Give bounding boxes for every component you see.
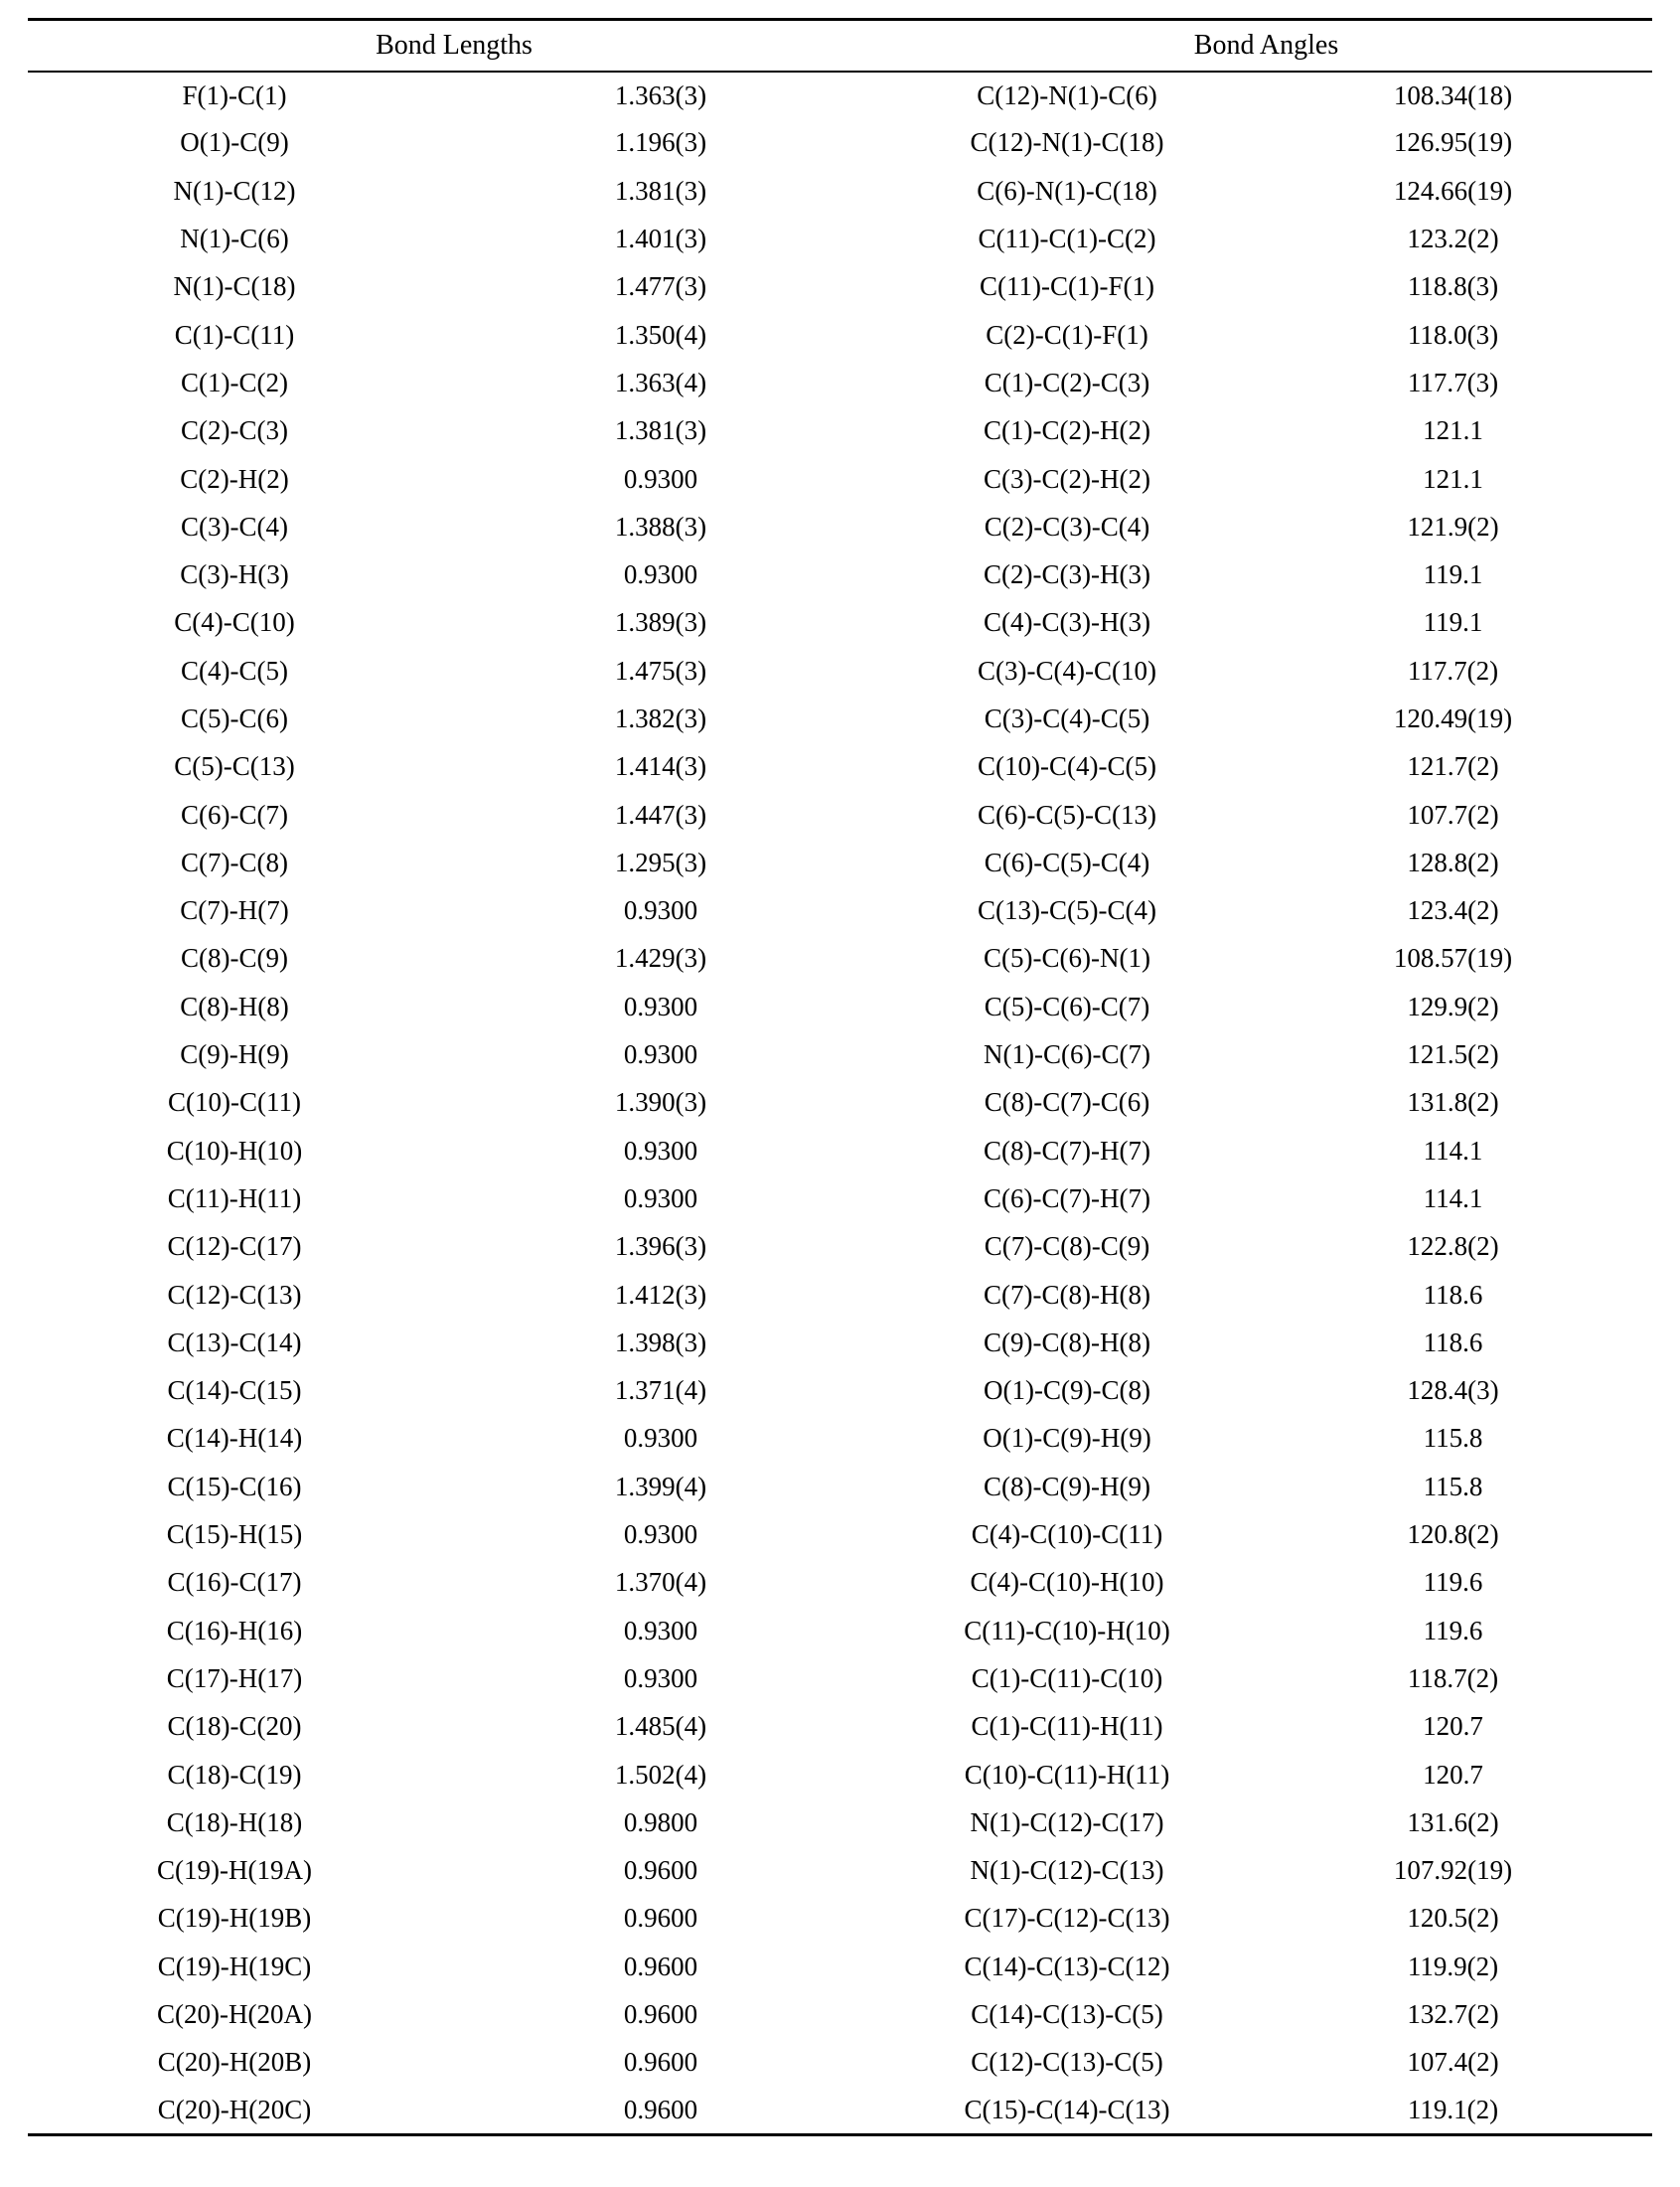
- angle-atoms-cell: C(6)-C(5)-C(4): [984, 847, 1150, 877]
- angle-atoms-cell: C(15)-C(14)-C(13): [880, 2087, 1254, 2134]
- table-row: [28, 1174, 1652, 1222]
- bond-angle-cell: 126.95(19): [1393, 127, 1513, 158]
- angle-atoms-cell: C(6)-C(5)-C(13): [978, 799, 1156, 830]
- angle-atoms-cell: C(11)-C(1)-C(2): [978, 224, 1156, 254]
- bond-length-cell: 1.350(4): [614, 319, 707, 350]
- angle-atoms-cell: C(14)-C(13)-C(5): [971, 1999, 1163, 2030]
- angle-atoms-cell: C(1)-C(11)-H(11): [971, 1711, 1163, 1742]
- table-row: [28, 1559, 1652, 1607]
- angle-atoms-cell: C(4)-C(10)-H(10): [970, 1567, 1164, 1598]
- bond-length-cell: 1.414(3): [614, 751, 707, 782]
- table-row: [28, 2039, 1652, 2087]
- bond-angle-cell: 123.4(2): [1407, 895, 1499, 926]
- angle-atoms-cell: C(17)-C(12)-C(13): [964, 1903, 1170, 1934]
- bond-name-cell: N(1)-C(12): [173, 175, 296, 206]
- bond-length-cell: 0.9300: [623, 1662, 698, 1693]
- bond-length-cell: 0.9600: [623, 2047, 698, 2078]
- bond-length-cell: 0.9300: [623, 559, 698, 590]
- bond-length-cell: 1.370(4): [614, 1567, 707, 1598]
- bond-name-cell: C(15)-C(16): [167, 1471, 302, 1501]
- bond-name-cell: C(18)-H(18): [166, 1806, 303, 1837]
- bond-angle-cell: 107.92(19): [1393, 1855, 1513, 1886]
- bond-angle-cell: 128.4(3): [1407, 1375, 1499, 1406]
- bond-angles-header: Bond Angles: [880, 20, 1652, 72]
- table-body: [28, 72, 1652, 2135]
- bond-angle-cell: 121.1: [1423, 463, 1483, 494]
- bond-name-cell: C(1)-C(2): [181, 367, 288, 397]
- bond-angle-cell: 114.1: [1423, 1182, 1483, 1213]
- bond-angle-cell: 121.7(2): [1407, 751, 1499, 782]
- bond-name-cell: C(2)-H(2): [180, 463, 289, 494]
- bond-name-cell: C(13)-C(14): [167, 1327, 302, 1357]
- bond-length-cell: 0.9600: [441, 2087, 880, 2134]
- table-row: [28, 1463, 1652, 1510]
- bond-length-cell: 1.475(3): [614, 655, 707, 686]
- bond-length-cell: 1.502(4): [614, 1759, 707, 1790]
- bond-length-cell: 1.381(3): [614, 175, 707, 206]
- bond-name-cell: C(4)-C(10): [174, 607, 295, 638]
- bond-angle-cell: 114.1: [1423, 1135, 1483, 1166]
- bond-angle-cell: 119.1(2): [1254, 2087, 1652, 2134]
- bond-length-cell: 1.447(3): [614, 799, 707, 830]
- bond-angle-cell: 129.9(2): [1407, 991, 1499, 1021]
- bond-length-cell: 0.9600: [623, 1999, 698, 2030]
- bond-length-cell: 1.401(3): [614, 224, 707, 254]
- bond-angle-cell: 121.9(2): [1407, 511, 1499, 542]
- bond-name-cell: O(1)-C(9): [180, 127, 289, 158]
- bond-angle-cell: 120.49(19): [1393, 703, 1513, 733]
- bond-name-cell: C(20)-H(20A): [157, 1999, 312, 2030]
- bond-name-cell: C(9)-H(9): [180, 1039, 289, 1070]
- bond-length-cell: 1.399(4): [614, 1471, 707, 1501]
- bond-name-cell: C(4)-C(5): [181, 655, 288, 686]
- angle-atoms-cell: C(7)-C(8)-H(8): [984, 1279, 1150, 1310]
- bond-name-cell: C(3)-H(3): [180, 559, 289, 590]
- header-row: [28, 20, 1652, 72]
- bond-length-cell: 1.382(3): [614, 703, 707, 733]
- bond-name-cell: C(14)-C(15): [167, 1375, 302, 1406]
- angle-atoms-cell: C(5)-C(6)-C(7): [984, 991, 1150, 1021]
- bond-angle-cell: 117.7(3): [1407, 367, 1499, 397]
- bond-angle-cell: 118.0(3): [1407, 319, 1499, 350]
- bond-angle-cell: 118.6: [1423, 1279, 1483, 1310]
- bond-length-cell: 1.363(4): [614, 367, 707, 397]
- table-row: [28, 1751, 1652, 1798]
- angle-atoms-cell: C(2)-C(3)-H(3): [984, 559, 1150, 590]
- angle-atoms-cell: C(12)-C(13)-C(5): [971, 2047, 1163, 2078]
- bond-angle-cell: 128.8(2): [1407, 847, 1499, 877]
- bond-angle-cell: 117.7(2): [1407, 655, 1499, 686]
- angle-atoms-cell: C(2)-C(3)-C(4): [984, 511, 1150, 542]
- bond-angle-cell: 118.7(2): [1407, 1662, 1499, 1693]
- bond-name-cell: C(1)-C(11): [174, 319, 295, 350]
- angle-atoms-cell: C(6)-C(7)-H(7): [984, 1182, 1150, 1213]
- bond-angle-cell: 124.66(19): [1393, 175, 1513, 206]
- angle-atoms-cell: C(8)-C(9)-H(9): [984, 1471, 1150, 1501]
- table-row: [28, 263, 1652, 311]
- table-header: [28, 20, 1652, 72]
- angle-atoms-cell: O(1)-C(9)-H(9): [983, 1423, 1151, 1454]
- bond-length-cell: 0.9300: [623, 463, 698, 494]
- bond-length-cell: 1.295(3): [614, 847, 707, 877]
- angle-atoms-cell: C(7)-C(8)-C(9): [984, 1231, 1150, 1262]
- bond-angle-cell: 119.1: [1423, 607, 1483, 638]
- angle-atoms-cell: N(1)-C(6)-C(7): [984, 1039, 1150, 1070]
- angle-atoms-cell: C(4)-C(3)-H(3): [984, 607, 1150, 638]
- angle-atoms-cell: C(3)-C(2)-H(2): [984, 463, 1150, 494]
- bond-length-cell: 0.9300: [623, 1519, 698, 1550]
- bond-length-cell: 1.398(3): [614, 1327, 707, 1357]
- bond-name-cell: C(15)-H(15): [166, 1519, 303, 1550]
- bond-length-cell: 0.9600: [623, 1855, 698, 1886]
- bond-length-cell: 1.371(4): [614, 1375, 707, 1406]
- table-row: [28, 887, 1652, 935]
- bond-length-cell: 1.363(3): [614, 79, 707, 110]
- angle-atoms-cell: C(10)-C(4)-C(5): [978, 751, 1156, 782]
- table-row: [28, 599, 1652, 647]
- table-row: [28, 1607, 1652, 1654]
- table-row: [28, 1990, 1652, 2038]
- bond-name-cell: C(17)-H(17): [166, 1662, 303, 1693]
- table-row: [28, 359, 1652, 406]
- bond-angle-cell: 119.6: [1423, 1615, 1483, 1645]
- bond-angle-cell: 115.8: [1423, 1471, 1483, 1501]
- bond-angle-cell: 119.9(2): [1407, 1951, 1499, 1981]
- angle-atoms-cell: C(13)-C(5)-C(4): [978, 895, 1156, 926]
- table-row: [28, 1030, 1652, 1078]
- angle-atoms-cell: C(1)-C(2)-C(3): [984, 367, 1150, 397]
- table-row: [28, 1079, 1652, 1127]
- angle-atoms-cell: C(12)-N(1)-C(6): [977, 79, 1157, 110]
- table-row: [28, 1654, 1652, 1702]
- table-row: [28, 935, 1652, 983]
- table-row: [28, 1846, 1652, 1894]
- table-row: [28, 1127, 1652, 1174]
- bond-angle-cell: 120.7: [1423, 1759, 1483, 1790]
- angle-atoms-cell: C(14)-C(13)-C(12): [964, 1951, 1170, 1981]
- table-row: [28, 1703, 1652, 1751]
- bond-length-cell: 1.389(3): [614, 607, 707, 638]
- angle-atoms-cell: N(1)-C(12)-C(17): [970, 1806, 1164, 1837]
- bond-name-cell: C(11)-H(11): [167, 1182, 302, 1213]
- bond-angle-cell: 120.8(2): [1407, 1519, 1499, 1550]
- bond-name-cell: F(1)-C(1): [182, 79, 287, 110]
- table-row: [28, 1415, 1652, 1463]
- angle-atoms-cell: C(6)-N(1)-C(18): [977, 175, 1157, 206]
- table-row: [28, 167, 1652, 215]
- angle-atoms-cell: C(10)-C(11)-H(11): [964, 1759, 1170, 1790]
- table-row: [28, 119, 1652, 167]
- bond-name-cell: C(18)-C(19): [167, 1759, 302, 1790]
- angle-atoms-cell: O(1)-C(9)-C(8): [984, 1375, 1150, 1406]
- bond-length-cell: 1.485(4): [614, 1711, 707, 1742]
- bond-name-cell: C(18)-C(20): [167, 1711, 302, 1742]
- angle-atoms-cell: C(3)-C(4)-C(10): [978, 655, 1156, 686]
- table-row: [28, 647, 1652, 695]
- bond-name-cell: C(19)-H(19B): [157, 1903, 312, 1934]
- table-row: [28, 407, 1652, 455]
- bond-name-cell: C(5)-C(6): [181, 703, 288, 733]
- bond-length-cell: 1.381(3): [614, 415, 707, 446]
- table-row: [28, 1319, 1652, 1366]
- bond-name-cell: C(7)-H(7): [180, 895, 289, 926]
- bond-name-cell: C(7)-C(8): [181, 847, 288, 877]
- angle-atoms-cell: C(3)-C(4)-C(5): [984, 703, 1150, 733]
- table-row: [28, 1798, 1652, 1846]
- bond-length-cell: 0.9600: [623, 1903, 698, 1934]
- bond-angle-cell: 107.4(2): [1407, 2047, 1499, 2078]
- table-row: [28, 743, 1652, 791]
- table-row: [28, 1895, 1652, 1943]
- table-row: [28, 1510, 1652, 1558]
- table-row: [28, 72, 1652, 119]
- angle-atoms-cell: C(1)-C(11)-C(10): [971, 1662, 1163, 1693]
- bond-length-cell: 1.388(3): [614, 511, 707, 542]
- bond-name-cell: C(19)-H(19C): [157, 1951, 312, 1981]
- table-row: [28, 455, 1652, 503]
- bond-name-cell: N(1)-C(6): [180, 224, 289, 254]
- table-row: [28, 695, 1652, 742]
- bond-length-cell: 0.9300: [623, 1423, 698, 1454]
- angle-atoms-cell: C(8)-C(7)-C(6): [984, 1087, 1150, 1118]
- bond-angle-cell: 121.1: [1423, 415, 1483, 446]
- bond-angle-cell: 108.57(19): [1393, 943, 1513, 974]
- table-row: [28, 1367, 1652, 1415]
- bond-angle-cell: 119.1: [1423, 559, 1483, 590]
- table-row: [28, 983, 1652, 1030]
- bond-name-cell: C(12)-C(13): [167, 1279, 302, 1310]
- bond-name-cell: C(8)-C(9): [181, 943, 288, 974]
- bond-angle-cell: 115.8: [1423, 1423, 1483, 1454]
- bond-name-cell: C(20)-H(20B): [157, 2047, 312, 2078]
- bond-table-container: [28, 18, 1652, 2136]
- bond-name-cell: C(19)-H(19A): [157, 1855, 312, 1886]
- bond-length-cell: 1.429(3): [614, 943, 707, 974]
- bond-angle-cell: 123.2(2): [1407, 224, 1499, 254]
- angle-atoms-cell: N(1)-C(12)-C(13): [970, 1855, 1164, 1886]
- bond-length-cell: 0.9300: [623, 1135, 698, 1166]
- bond-angle-cell: 132.7(2): [1407, 1999, 1499, 2030]
- angle-atoms-cell: C(4)-C(10)-C(11): [971, 1519, 1163, 1550]
- table-row: [28, 1223, 1652, 1271]
- bond-name-cell: C(2)-C(3): [181, 415, 288, 446]
- bond-name-cell: C(12)-C(17): [167, 1231, 302, 1262]
- bond-lengths-header: Bond Lengths: [28, 20, 880, 72]
- bond-length-cell: 0.9800: [623, 1806, 698, 1837]
- bond-length-cell: 1.390(3): [614, 1087, 707, 1118]
- angle-atoms-cell: C(2)-C(1)-F(1): [986, 319, 1148, 350]
- table-row: [28, 550, 1652, 598]
- bond-angle-cell: 120.5(2): [1407, 1903, 1499, 1934]
- bond-angle-cell: 108.34(18): [1393, 79, 1513, 110]
- bond-angle-cell: 107.7(2): [1407, 799, 1499, 830]
- bond-length-cell: 1.412(3): [614, 1279, 707, 1310]
- angle-atoms-cell: C(1)-C(2)-H(2): [984, 415, 1150, 446]
- bond-angle-cell: 131.8(2): [1407, 1087, 1499, 1118]
- angle-atoms-cell: C(11)-C(1)-F(1): [980, 271, 1154, 302]
- bond-name-cell: C(14)-H(14): [166, 1423, 303, 1454]
- bond-angle-cell: 120.7: [1423, 1711, 1483, 1742]
- bond-name-cell: C(10)-C(11): [168, 1087, 301, 1118]
- bond-name-cell: C(3)-C(4): [181, 511, 288, 542]
- angle-atoms-cell: C(5)-C(6)-N(1): [984, 943, 1150, 974]
- table-row: [28, 1943, 1652, 1990]
- bond-name-cell: C(5)-C(13): [174, 751, 295, 782]
- bond-name-cell: C(10)-H(10): [166, 1135, 303, 1166]
- bond-length-cell: 0.9300: [623, 1615, 698, 1645]
- bond-table: [28, 18, 1652, 2136]
- table-row: [28, 1271, 1652, 1319]
- bond-angle-cell: 121.5(2): [1407, 1039, 1499, 1070]
- angle-atoms-cell: C(12)-N(1)-C(18): [970, 127, 1164, 158]
- bond-length-cell: 1.196(3): [614, 127, 707, 158]
- bond-name-cell: C(6)-C(7): [181, 799, 288, 830]
- bond-angle-cell: 118.8(3): [1407, 271, 1499, 302]
- table-row: [28, 311, 1652, 359]
- table-row: [28, 839, 1652, 886]
- angle-atoms-cell: C(8)-C(7)-H(7): [984, 1135, 1150, 1166]
- bond-length-cell: 0.9300: [623, 895, 698, 926]
- bond-name-cell: C(16)-C(17): [167, 1567, 302, 1598]
- bond-name-cell: C(8)-H(8): [180, 991, 289, 1021]
- table-row: [28, 2087, 1652, 2134]
- bond-length-cell: 0.9300: [623, 1039, 698, 1070]
- bond-name-cell: C(16)-H(16): [166, 1615, 303, 1645]
- angle-atoms-cell: C(9)-C(8)-H(8): [984, 1327, 1150, 1357]
- bond-length-cell: 0.9300: [623, 1182, 698, 1213]
- bond-length-cell: 0.9600: [623, 1951, 698, 1981]
- bond-angle-cell: 118.6: [1423, 1327, 1483, 1357]
- bond-angle-cell: 122.8(2): [1407, 1231, 1499, 1262]
- bond-length-cell: 1.396(3): [614, 1231, 707, 1262]
- bond-length-cell: 1.477(3): [614, 271, 707, 302]
- bond-angle-cell: 119.6: [1423, 1567, 1483, 1598]
- table-row: [28, 215, 1652, 262]
- table-row: [28, 503, 1652, 550]
- bond-angle-cell: 131.6(2): [1407, 1806, 1499, 1837]
- bond-length-cell: 0.9300: [623, 991, 698, 1021]
- bond-name-cell: N(1)-C(18): [173, 271, 296, 302]
- table-row: [28, 791, 1652, 839]
- angle-atoms-cell: C(11)-C(10)-H(10): [964, 1615, 1170, 1645]
- bond-name-cell: C(20)-H(20C): [28, 2087, 441, 2134]
